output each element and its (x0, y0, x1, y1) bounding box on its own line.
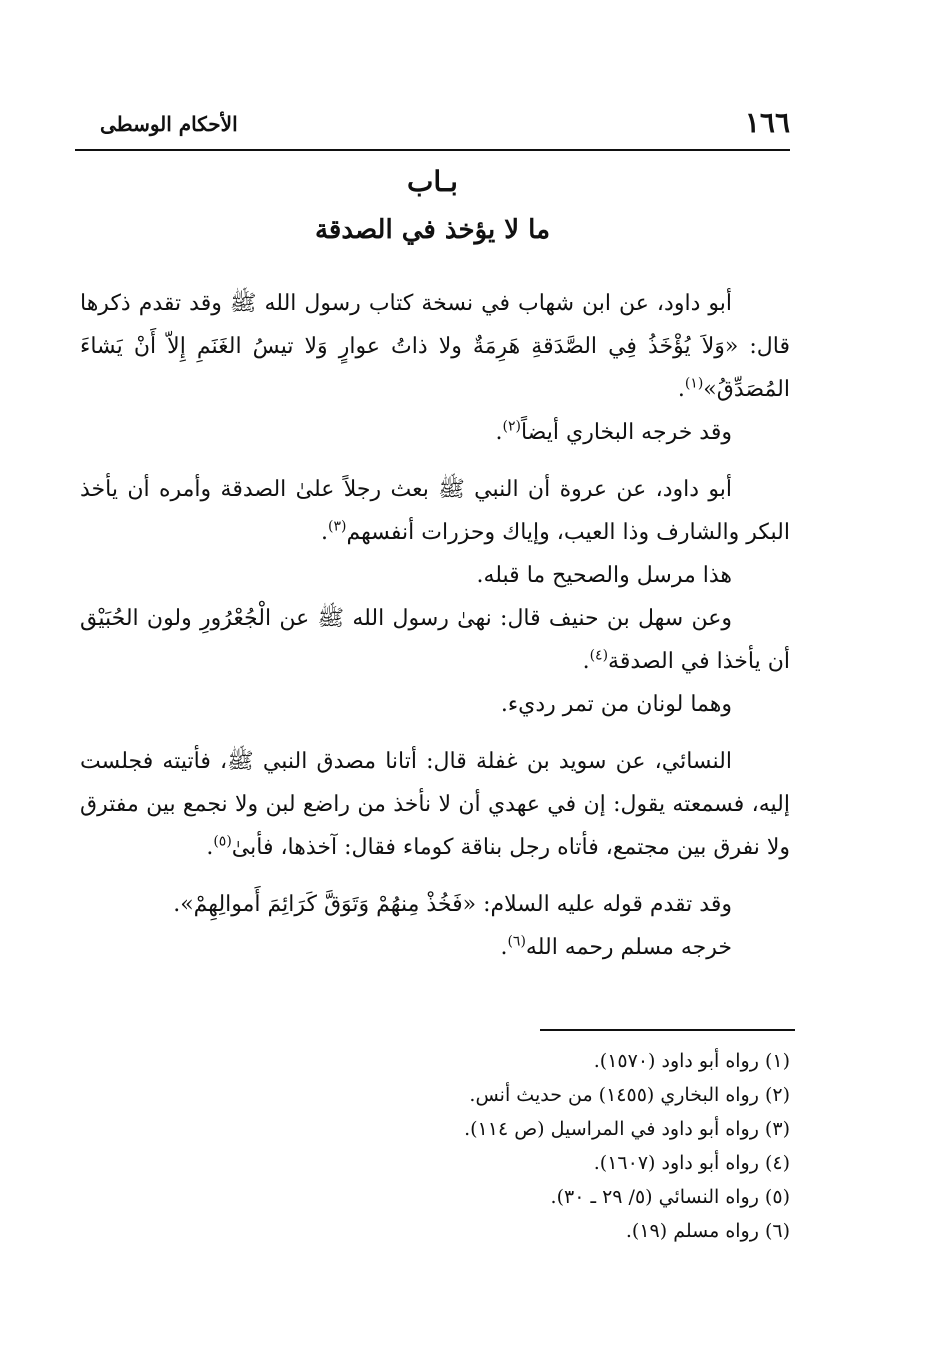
paragraph-end: . (206, 835, 214, 860)
footnote-marker: (٤) (589, 647, 609, 664)
paragraph (80, 740, 790, 869)
chapter-label: بـاب (407, 165, 458, 198)
paragraph (80, 554, 790, 597)
paragraph (80, 926, 790, 969)
paragraph-end: . (582, 649, 590, 674)
paragraph (80, 468, 790, 554)
paragraph-gap (80, 869, 790, 883)
chapter-title: ما لا يؤخذ في الصدقة (314, 215, 551, 245)
paragraph (80, 411, 790, 454)
footnote: (١) رواه أبو داود (١٥٧٠). (593, 1050, 790, 1072)
footnotes (250, 1044, 790, 1248)
footnote: (٣) رواه أبو داود في المراسيل (ص ١١٤). (464, 1118, 790, 1140)
paragraph-text: وعن سهل بن حنيف قال: نهىٰ رسول الله ﷺ عن الْجُعْرُورِ ولون الحُبَيْق أن يأخذا في الصدقة (80, 606, 790, 674)
footnote-marker: (٥) (213, 833, 232, 850)
footnote-marker: (٣) (328, 518, 347, 535)
paragraph-text: وهما لونان من تمر رديء. (500, 692, 732, 717)
chapter-heading (75, 162, 790, 250)
footnote-marker: (٢) (502, 418, 521, 435)
paragraph-text: وقد تقدم قوله عليه السلام: «فَخُذْ مِنهُمْ وَتَوَقَّ كَرَائِمَ أَموالِهِمْ». (173, 892, 732, 917)
running-header (100, 106, 790, 146)
paragraph (80, 683, 790, 726)
paragraph-text: خرجه مسلم رحمه الله (525, 935, 732, 960)
footnote: (٥) رواه النسائي (٥/ ٢٩ ـ ٣٠). (550, 1186, 790, 1208)
paragraph-end: . (677, 377, 685, 402)
paragraph-text: النسائي، عن سويد بن غفلة قال: أتانا مصدق النبي ﷺ، فأتيته فجلست إليه، فسمعته يقول: إن في عهدي أن لا نأخذ من راضع لبن ولا نجمع بين مفترق ولا نفرق بين مجتمع، فأتاه رجل بناقة كوماء فقال: آخذها، فأبىٰ (80, 749, 790, 860)
paragraph-end: . (500, 935, 508, 960)
paragraph (80, 597, 790, 683)
paragraph-text: هذا مرسل والصحيح ما قبله. (476, 563, 732, 588)
footnote-rule (540, 1029, 795, 1031)
body-text (80, 282, 790, 969)
footnote-marker: (٦) (507, 933, 526, 950)
paragraph-gap (80, 726, 790, 740)
paragraph (80, 883, 790, 926)
page-number: ١٦٦ (744, 106, 790, 139)
paragraph-text: أبو داود، عن عروة أن النبي ﷺ بعث رجلاً علىٰ الصدقة وأمره أن يأخذ البكر والشارف وذا العيب، وإياك وحزرات أنفسهم (80, 477, 790, 545)
paragraph (80, 282, 790, 411)
paragraph-gap (80, 454, 790, 468)
paragraph-text: أبو داود، عن ابن شهاب في نسخة كتاب رسول الله ﷺ وقد تقدم ذكرها قال: «وَلاَ يُؤْخَذُ فِي الصَّدَقةِ هَرِمَةٌ ولا ذاتُ عوارٍ وَلا تيسُ الغَنَمِ إِلاّ أَنْ يَشاءَ المُصَدِّقُ» (80, 291, 790, 402)
paragraph-text: وقد خرجه البخاري أيضاً (520, 420, 732, 445)
header-rule (75, 149, 790, 151)
footnote: (٤) رواه أبو داود (١٦٠٧). (593, 1152, 790, 1174)
footnote: (٢) رواه البخاري (١٤٥٥) من حديث أنس. (469, 1084, 790, 1106)
paragraph-end: . (495, 420, 503, 445)
running-title: الأحكام الوسطى (100, 112, 238, 136)
footnote-marker: (١) (684, 375, 704, 392)
footnote: (٦) رواه مسلم (١٩). (625, 1220, 790, 1242)
paragraph-end: . (321, 520, 329, 545)
